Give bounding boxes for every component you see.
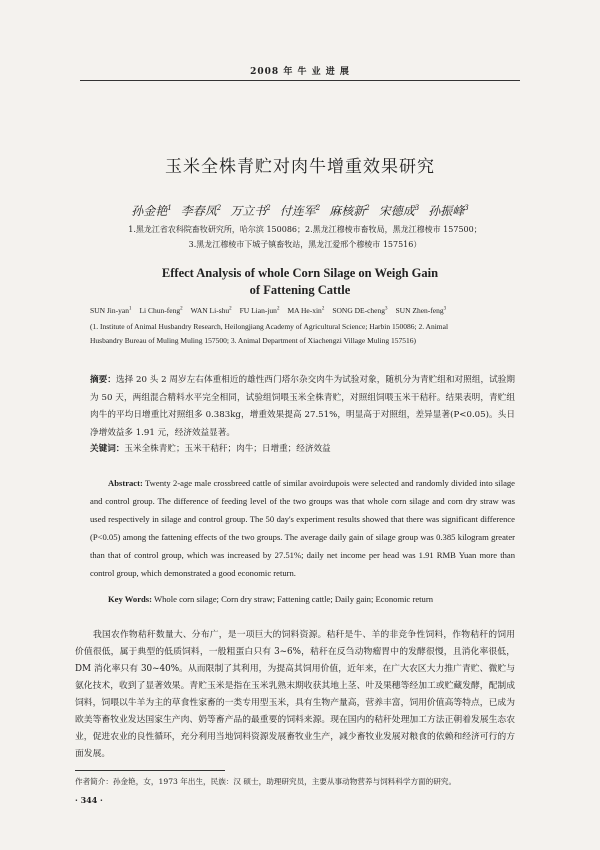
author-cn: 孙振峰$^3$	[428, 204, 469, 218]
keywords-text: Whole corn silage; Corn dry straw; Fattening cattle; Daily gain; Economic return	[154, 594, 433, 604]
abstract-text: 选择 20 头 2 周岁左右体重相近的雄性西门塔尔杂交肉牛为试验对象，随机分为青贮组和对照组，试验期为 50 天，两组混合精料水平完全相同，试验组饲喂玉米全株青贮，对照组饲喂玉米干秸秆。结果表明，青贮组肉牛的平均日增重比对照组多 0.383kg，增重效果提高 27.51%，明显高于对照组，差异显著(P<0.05)。头日净增效益多 1.91 元，经济效益显著。	[90, 375, 515, 438]
english-abstract	[90, 474, 515, 582]
chinese-abstract	[90, 372, 515, 442]
keywords-label: 关键词：	[90, 444, 125, 454]
body-paragraph: 我国农作物秸秆数量大、分布广，是一项巨大的饲料资源。秸秆是牛、羊的非竞争性饲料，作物秸秆的饲用价值很低，属于典型的低质饲料，一般粗蛋白只有 3~6%，秸秆在反刍动物瘤胃中的发酵很慢，且消化率很低，DM 消化率只有 30~40%。从而限制了其利用，为提高其饲用价值，近年来，在广大农区大力推广青贮、微贮与氨化技术，收到了显著效果。青贮玉米是指在玉米乳熟末期收获其地上茎、叶及果穗等经加工或贮藏发酵，配制成饲料，饲喂以牛羊为主的草食性家畜的一类专用型玉米，具有生物产量高，营养丰富，饲用价值高等特点，已成为欧美等畜牧业发达国家生产肉、奶等畜产品的最重要的饲料来源。现在国内的秸秆处理加工方法正朝着发展生态农业，促进农业的良性循环，充分利用当地饲料资源发展畜牧业生产，减少畜牧业发展对粮食的依赖和经济可行的方面发展。	[75, 630, 515, 759]
author-en: MA He-xin$^2$	[287, 306, 325, 315]
author-cn: 麻核新$^2$	[329, 204, 370, 218]
author-en: WAN Li-shu$^2$	[190, 306, 232, 315]
header-rule	[80, 80, 520, 81]
chinese-authors	[80, 202, 520, 219]
author-cn: 宋德成$^3$	[378, 204, 420, 218]
abstract-text: Twenty 2-age male crossbreed cattle of similar avoirdupois were selected and randomly divided into silage and control group. The difference of feeding level of the two groups was that whole corn silage and corn dry straw was used respectively in silage and control group. The 50 day's experiment results showed that there was significant difference (P<0.05) among the fattening effects of the two groups. The average daily gain of silage group was 0.385 kilogram greater than that of control group, which was increased by 27.51%; daily net income per head was 1.91 RMB Yuan more than control group, which demonstrated a good economic return.	[90, 478, 516, 578]
author-en: SONG DE-cheng$^3$	[332, 306, 388, 315]
page-number: · 344 ·	[75, 795, 103, 805]
english-authors	[90, 306, 520, 315]
author-en: SUN Jin-yan$^1$	[90, 306, 132, 315]
author-footnote: 作者简介：孙金艳，女，1973 年出生，民族：汉 硕士，助理研究员，主要从事动物营养与饲料科学方面的研究。	[75, 777, 457, 786]
keywords-text: 玉米全株青贮；玉米干秸秆；肉牛；日增重；经济效益	[124, 444, 331, 454]
author-cn: 付连军$^2$	[279, 204, 321, 218]
author-en: Li Chun-feng$^2$	[139, 306, 183, 315]
chinese-keywords	[90, 442, 515, 454]
running-header: 2008 年 牛 业 进 展	[250, 67, 350, 77]
affiliation-line: 1.黑龙江省农科院畜牧研究所，哈尔滨 150086；2.黑龙江穆棱市畜牧局，黑龙江穆棱市 157500；	[128, 225, 482, 234]
english-affiliations	[90, 320, 520, 348]
author-cn: 孙金艳$^1$	[131, 204, 172, 218]
author-en: FU Lian-jun$^2$	[239, 306, 280, 315]
affiliation-line: Husbandry Bureau of Muling Muling 157500; 3. Animal Department of Xiachengzi Village Muling 157516)	[90, 336, 417, 345]
abstract-label: 摘要：	[90, 375, 116, 385]
abstract-label: Abstract:	[108, 478, 143, 488]
author-cn: 李春凤$^2$	[180, 204, 222, 218]
chinese-affiliations	[95, 222, 515, 252]
keywords-label: Key Words:	[108, 594, 153, 604]
author-en: SUN Zhen-feng$^3$	[395, 306, 447, 315]
footnote-rule	[75, 770, 225, 771]
english-title	[80, 265, 520, 299]
english-keywords	[90, 594, 515, 604]
english-title-line: Effect Analysis of whole Corn Silage on Weigh Gain	[161, 266, 439, 280]
affiliation-line: (1. Institute of Animal Husbandry Research, Heilongjiang Academy of Agricultural Science; Harbin 150086; 2. Animal	[90, 322, 449, 331]
author-cn: 万立书$^2$	[230, 204, 271, 218]
chinese-title: 玉米全株青贮对肉牛增重效果研究	[165, 157, 435, 177]
affiliation-line: 3.黑龙江穆棱市下城子镇畜牧站，黑龙江爱邢个穆棱市 157516）	[188, 240, 422, 249]
english-title-line: of Fattening Cattle	[249, 283, 351, 297]
